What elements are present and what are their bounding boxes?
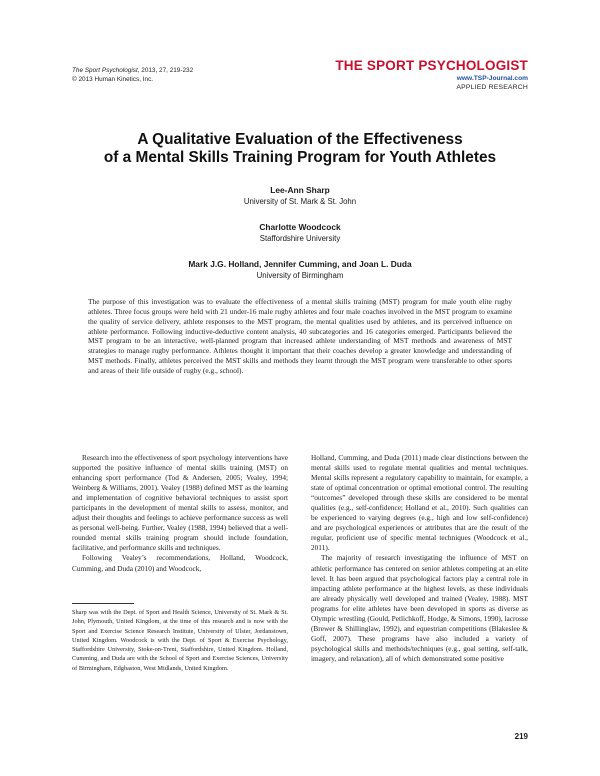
author-footnote: Sharp was with the Dept. of Sport and Health Science, University of St. Mark & St. John, Plymouth, United Kingdom, at the time of this research and is now with the Sport and Exercise Science Research Institute, University of Ulster, Jordanstown, United Kingdom. Woodcock is with the Dept. of Sport & Exercise Psychology, Staffordshire University, Stoke-on-Trent, Staffordshire, United Kingdom. Holland, Cumming, and Duda are with the School of Sport and Exercise Sciences, University of Birmingham, Edgbaston, West Midlands, United Kingdom. bbox=[72, 609, 288, 672]
body-paragraph: Following Vealey’s recommendations, Holland, Woodcock, Cumming, and Duda (2010) and Woodcock, bbox=[72, 553, 288, 573]
author-affiliation: University of Birmingham bbox=[256, 271, 344, 280]
title-line-1: A Qualitative Evaluation of the Effectiveness bbox=[137, 131, 463, 148]
body-paragraph: The majority of research investigating the influence of MST on athletic performance has centered on senior athletes competing at an elite level. It has been argued that psychological factors play a central role in impacting athlete performance at the highest levels, as these individuals are already physically well developed and trained (Vealey, 1988). MST programs for elite athletes have been developed in sports as diverse as Olympic wrestling (Gould, Petlichkoff, Hodge, & Simons, 1990), lacrosse (Brewer & Shillinglaw, 1992), and equestrian competitions (Blakeslee & Goff, 2007). These programs have also included a variety of psychological skills and methods/techniques (e.g., goal setting, self-talk, imagery, and relaxation), all of which demonstrated some positive bbox=[311, 553, 528, 663]
author-block-3 bbox=[60, 259, 540, 281]
journal-masthead bbox=[335, 58, 528, 92]
citation-block bbox=[72, 66, 193, 84]
author-block-1 bbox=[60, 185, 540, 207]
author-name: Lee-Ann Sharp bbox=[270, 185, 330, 195]
body-paragraph: Research into the effectiveness of sport psychology interventions have supported the positive influence of mental skills training (MST) on enhancing sport performance (Tod & Andersen, 2005; Vealey, 1994; Weinberg & Williams, 2001). Vealey (1988) defined MST as the learning and implementation of cognitive behavioral techniques to assist sport participants in the development of mental skills to assess, monitor, and adjust their thoughts and feelings to achieve performance success as well as personal well-being. Further, Vealey (1988, 1994) believed that a well-rounded mental skills training program should include foundation, facilitative, and performance skills and techniques. bbox=[72, 453, 288, 553]
section-label: APPLIED RESEARCH bbox=[456, 84, 528, 91]
abstract: The purpose of this investigation was to evaluate the effectiveness of a mental skills training (MST) program for male youth elite rugby athletes. Three focus groups were held with 21 under-16 male rugby athletes and four male coaches involved in the MST program to examine the quality of service delivery, athlete responses to the MST program, the mental qualities used by athletes, and its perceived influence on athlete performance. Following inductive-deductive content analysis, 40 subcategories and 16 categories emerged. Participants believed the MST program to be an interactive, well-planned program that increased athlete understanding of MST methods and awareness of MST strategies to manage rugby performance. Athletes thought it important that their coaches develop a greater knowledge and understanding of MST methods. Finally, athletes perceived the MST skills and methods they learnt through the MST program were transferable to other sports and areas of their life outside of rugby (e.g., school). bbox=[88, 297, 512, 375]
author-block-2 bbox=[60, 222, 540, 244]
author-name: Mark J.G. Holland, Jennifer Cumming, and Joan L. Duda bbox=[188, 259, 412, 269]
author-affiliation: Staffordshire University bbox=[259, 234, 341, 243]
citation-line bbox=[72, 66, 193, 75]
body-column-left bbox=[72, 453, 288, 574]
page-number: 219 bbox=[514, 732, 528, 741]
title-line-2: of a Mental Skills Training Program for Youth Athletes bbox=[103, 149, 497, 166]
body-paragraph: Holland, Cumming, and Duda (2011) made clear distinctions between the mental skills used to regulate mental qualities and mental techniques. Mental skills represent a regulatory capability to maintain, for example, a state of optimal concentration or optimal emotional control. The resulting “outcomes” developed through these skills are considered to be mental qualities (e.g., self-confidence; Holland et al., 2010). Such qualities can be experienced to varying degrees (e.g., high and low self-confidence) and are psychological experiences or attributes that are the result of the regular, proficient use of specific mental techniques (Woodcock et al., 2011). bbox=[311, 453, 528, 553]
body-column-right bbox=[311, 453, 528, 664]
journal-title: THE SPORT PSYCHOLOGIST bbox=[335, 58, 528, 73]
article-title bbox=[60, 131, 540, 167]
author-name: Charlotte Woodcock bbox=[259, 222, 341, 232]
footnote-rule bbox=[72, 603, 134, 604]
author-affiliation: University of St. Mark & St. John bbox=[243, 197, 357, 206]
journal-name: The Sport Psychologist bbox=[72, 67, 138, 74]
journal-url[interactable]: www.TSP-Journal.com bbox=[456, 75, 528, 82]
citation-rest: , 2013, 27, 219-232 bbox=[137, 67, 194, 74]
copyright: © 2013 Human Kinetics, Inc. bbox=[72, 76, 154, 83]
